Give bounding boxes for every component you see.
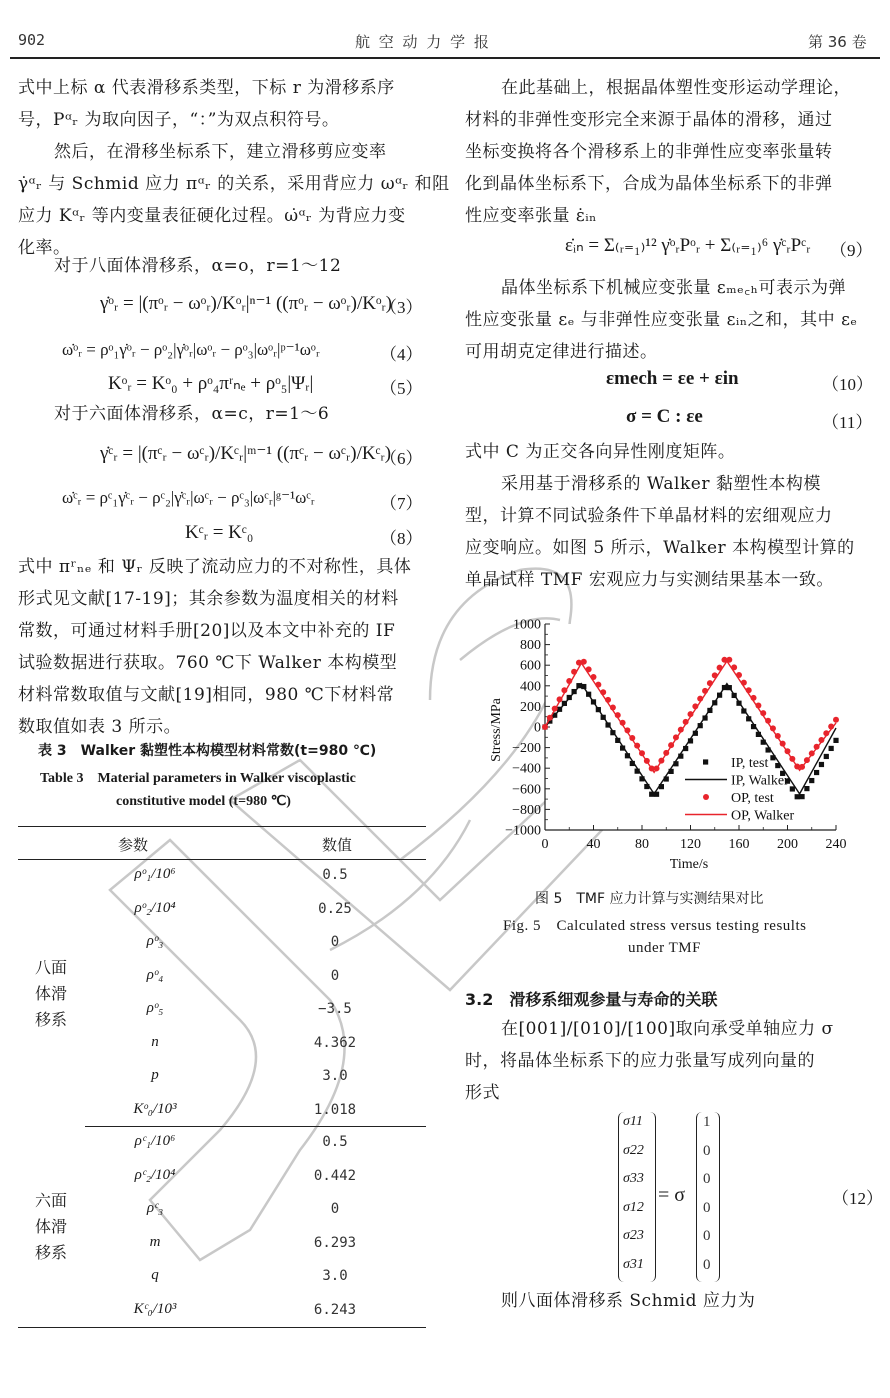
- y-tick-label: −600: [512, 782, 541, 798]
- text-line: 性应变率张量 ε̇ᵢₙ: [465, 206, 597, 226]
- data-point: [814, 770, 819, 775]
- y-tick-label: −400: [512, 761, 541, 777]
- vector-entry: 0: [703, 1199, 711, 1216]
- vector-entry: σ12: [623, 1199, 644, 1215]
- equation-12-middle: = σ: [658, 1184, 686, 1206]
- header-rule: [10, 57, 880, 59]
- equation-6: γ̇ᶜᵣ = |(πᶜᵣ − ωᶜᵣ)/Kᶜᵣ|ᵐ⁻¹ ((πᶜᵣ − ωᶜᵣ)/Kᶜᵣ): [100, 443, 392, 464]
- equation-7-number: （7）: [380, 494, 423, 513]
- text-line: 化到晶体坐标系下，合成为晶体坐标系下的非弹: [465, 174, 833, 194]
- text-line: 式中上标 α 代表滑移系类型，下标 r 为滑移系序: [18, 78, 395, 98]
- text-line: γ̇ᵅᵣ 与 Schmid 应力 πᵅᵣ 的关系，采用背应力 ωᵅᵣ 和阻: [18, 174, 450, 194]
- table-value-cell: 0: [330, 934, 340, 950]
- legend-label: IP, Walker: [731, 773, 789, 789]
- equation-9: ε̇ᵢₙ = Σ₍ᵣ₌₁₎¹² γ̇ᵒᵣPᵒᵣ + Σ₍ᵣ₌₁₎⁶ γ̇ᶜᵣPᶜᵣ: [565, 235, 811, 256]
- table-param-cell: m: [149, 1233, 161, 1250]
- equation-5-number: （5）: [380, 379, 423, 398]
- equation-10-number: （10）: [822, 375, 873, 394]
- group-label-line: 六面: [35, 1191, 68, 1210]
- table-caption-en-line1: Table 3 Material parameters in Walker viscoplastic: [40, 771, 356, 786]
- equation-7: ω̇ᶜᵣ = ρᶜ₁γ̇ᶜᵣ − ρᶜ₂|γ̇ᶜᵣ|ωᶜᵣ − ρᶜ₃|ωᶜᵣ|ᵍ⁻¹ωᶜᵣ: [62, 488, 315, 507]
- journal-title: 航 空 动 力 学 报: [355, 33, 491, 51]
- y-tick-label: 800: [520, 638, 541, 654]
- left-paragraph-3: [18, 551, 428, 743]
- table-header-rule: [18, 859, 426, 860]
- text-line: 在此基础上，根据晶体塑性变形运动学理论，: [501, 78, 851, 98]
- right-paragraph-6: [465, 1285, 875, 1317]
- equation-6-number: （6）: [380, 449, 423, 468]
- text-line: 型，计算不同试验条件下单晶材料的宏细观应力: [465, 506, 833, 526]
- data-point: [799, 794, 804, 799]
- table-param-cell: ρᶜ₁/10⁶: [134, 1133, 176, 1149]
- left-paragraph-2: [18, 136, 450, 264]
- equation-3-number: （3）: [380, 298, 423, 317]
- x-tick-label: 200: [777, 837, 798, 852]
- table-group-cubic-label: [35, 1188, 67, 1266]
- octahedral-intro: [18, 250, 428, 282]
- equation-8: Kᶜᵣ = Kᶜ₀: [185, 522, 254, 543]
- equation-10: εmech = εe + εin: [606, 368, 739, 389]
- text-line: 采用基于滑移系的 Walker 黏塑性本构模: [501, 474, 821, 494]
- data-point: [804, 786, 809, 791]
- table-value-cell: 0.5: [322, 1134, 348, 1150]
- x-tick-label: 160: [728, 837, 750, 852]
- group-label-line: 体滑: [35, 984, 68, 1003]
- table-value-cell: 1.018: [313, 1101, 357, 1118]
- vector-entry: 0: [703, 1256, 711, 1273]
- text-line: 试验数据进行获取。760 ℃下 Walker 本构模型: [18, 653, 398, 673]
- x-tick-label: 0: [541, 837, 549, 852]
- table-caption-en-line2: constitutive model (t=980 ℃): [116, 794, 291, 809]
- data-point: [790, 786, 795, 791]
- vector-entry: σ11: [623, 1114, 643, 1129]
- text-line: 材料常数取值与文献[19]相同，980 ℃下材料常: [18, 685, 395, 705]
- table-param-cell: ρᵒ₁/10⁶: [134, 866, 176, 882]
- page-number: 902: [18, 31, 46, 49]
- left-paragraph-1: [18, 72, 428, 136]
- group-label-line: 八面: [35, 958, 68, 977]
- text-line: 化率。: [18, 238, 71, 258]
- x-tick-label: 40: [586, 837, 601, 852]
- y-tick-label: 600: [520, 658, 541, 674]
- table-param-cell: Kᵒ₀/10³: [133, 1100, 177, 1117]
- x-axis-label: Time/s: [669, 857, 709, 872]
- right-paragraph-3: [465, 436, 875, 468]
- table-header-param: 参数: [118, 836, 149, 854]
- equation-3: γ̇ᵒᵣ = |(πᵒᵣ − ωᵒᵣ)/Kᵒᵣ|ⁿ⁻¹ ((πᵒᵣ − ωᵒᵣ)/Kᵒᵣ): [100, 293, 393, 314]
- y-tick-label: 1000: [513, 617, 541, 633]
- y-axis-label: Stress/MPa: [489, 698, 504, 762]
- table-group-rule: [85, 1126, 426, 1127]
- text-line: 形式见文献[17-19]；其余参数为温度相关的材料: [18, 589, 399, 609]
- text-line: 应变响应。如图 5 所示，Walker 本构模型计算的: [465, 538, 855, 558]
- table-param-cell: q: [151, 1267, 159, 1283]
- x-tick-label: 80: [635, 837, 649, 852]
- text-line: 则八面体滑移系 Schmid 应力为: [501, 1291, 756, 1311]
- table-value-cell: 0.442: [313, 1167, 357, 1184]
- stress-time-chart: [480, 612, 850, 877]
- table-caption-cn: 表 3 Walker 黏塑性本构模型材料常数(t=980 ℃): [38, 743, 377, 759]
- data-point: [819, 762, 824, 767]
- table-value-cell: 4.362: [313, 1034, 357, 1051]
- y-tick-label: −1000: [505, 823, 541, 839]
- data-point: [833, 738, 838, 743]
- vector-entry: 0: [703, 1228, 711, 1244]
- text-line: 性应变张量 εₑ 与非弹性应变张量 εᵢₙ之和，其中 εₑ: [465, 310, 858, 330]
- equation-12: [618, 1112, 728, 1282]
- table-param-cell: ρᵒ₂/10⁴: [134, 899, 176, 916]
- y-tick-label: −200: [512, 741, 541, 757]
- legend-swatch-square: [703, 759, 708, 764]
- table-top-rule: [18, 826, 426, 827]
- data-point: [795, 794, 800, 799]
- text-line: 式中 πʳₙₑ 和 Ψᵣ 反映了流动应力的不对称性，具体: [18, 557, 412, 577]
- vector-entry: 0: [703, 1142, 711, 1159]
- table-bottom-rule: [18, 1327, 426, 1328]
- equation-11: σ = C : εe: [626, 406, 703, 427]
- y-tick-label: −800: [512, 802, 541, 818]
- right-paragraph-1: [465, 72, 875, 232]
- legend-label: OP, test: [731, 791, 774, 806]
- table-param-cell: n: [151, 1033, 159, 1050]
- text-line: 应力 Kᵅᵣ 等内变量表征硬化过程。ω̇ᵅᵣ 为背应力变: [18, 206, 406, 226]
- text-line: 然后，在滑移坐标系下，建立滑移剪应变率: [54, 142, 387, 162]
- equation-12-number: （12）: [832, 1189, 883, 1208]
- vector-entry: σ33: [623, 1171, 644, 1186]
- vector-entry: σ31: [623, 1256, 644, 1272]
- equation-4: ω̇ᵒᵣ = ρᵒ₁γ̇ᵒᵣ − ρᵒ₂|γ̇ᵒᵣ|ωᵒᵣ − ρᵒ₃|ωᵒᵣ|ᵖ⁻¹ωᵒᵣ: [62, 340, 320, 359]
- text-line: 晶体坐标系下机械应变张量 εₘₑ꜀ₕ可表示为弹: [501, 278, 846, 298]
- text-line: 数取值如表 3 所示。: [18, 717, 182, 737]
- text-line: 常数，可通过材料手册[20]以及本文中补充的 IF: [18, 621, 396, 641]
- table-param-cell: ρᶜ₂/10⁴: [134, 1166, 176, 1183]
- table-value-cell: 0: [330, 967, 340, 984]
- vector-entry: 1: [703, 1114, 711, 1130]
- text-line: 号，Pᵅᵣ 为取向因子，“：”为双点积符号。: [18, 110, 340, 130]
- volume-label: 第 36 卷: [808, 33, 867, 51]
- table-param-cell: ρᵒ₃: [146, 933, 164, 949]
- data-point: [833, 717, 839, 723]
- equation-4-number: （4）: [380, 345, 423, 364]
- vector-entry: σ23: [623, 1228, 644, 1243]
- text-line: 材料的非弹性变形完全来源于晶体的滑移，通过: [465, 110, 833, 130]
- text-line: 时，将晶体坐标系下的应力张量写成列向量的: [465, 1051, 815, 1071]
- group-label-line: 移系: [35, 1010, 68, 1029]
- legend-swatch-circle: [703, 794, 709, 800]
- cubic-intro: [18, 398, 428, 430]
- right-paragraph-2: [465, 272, 875, 368]
- y-tick-label: 200: [520, 699, 541, 715]
- text-line: 对于八面体滑移系，α=o，r=1～12: [54, 256, 342, 276]
- right-paragraph-5: [465, 1013, 875, 1109]
- figure-caption-en-line2: under TMF: [628, 940, 701, 956]
- section-heading: 3.2 滑移系细观参量与寿命的关联: [465, 990, 718, 1009]
- figure-caption-en-line1: Fig. 5 Calculated stress versus testing results: [503, 918, 807, 934]
- table-value-cell: 0: [330, 1201, 340, 1217]
- plot-area: [545, 624, 836, 830]
- y-tick-label: 0: [534, 720, 541, 736]
- legend-label: IP, test: [731, 756, 769, 771]
- table-value-cell: 3.0: [322, 1068, 348, 1084]
- x-tick-label: 240: [825, 837, 847, 852]
- data-point: [824, 754, 829, 759]
- table-value-cell: 0.5: [322, 867, 348, 883]
- table-param-cell: ρᵒ₄: [146, 966, 164, 983]
- equation-5: Kᵒᵣ = Kᵒ₀ + ρᵒ₄πʳₙₑ + ρᵒ₅|Ψᵣ|: [108, 373, 314, 394]
- text-line: 可用胡克定律进行描述。: [465, 342, 658, 362]
- data-point: [829, 746, 834, 751]
- data-point: [809, 778, 814, 783]
- table-value-cell: 6.243: [313, 1301, 357, 1318]
- table-group-octahedral-label: [35, 955, 67, 1033]
- figure-caption-cn: 图 5 TMF 应力计算与实测结果对比: [535, 891, 764, 907]
- table-value-cell: 6.293: [313, 1234, 357, 1251]
- text-line: 对于六面体滑移系，α=c，r=1～6: [54, 404, 330, 424]
- table-value-cell: 3.0: [322, 1268, 348, 1284]
- table-header-value: 数值: [322, 836, 353, 854]
- table-param-cell: ρᵒ₅: [146, 1000, 164, 1016]
- right-paragraph-4: [465, 468, 875, 596]
- legend-label: OP, Walker: [731, 808, 795, 824]
- table-param-cell: ρᶜ₃: [146, 1200, 164, 1216]
- table-value-cell: 0.25: [318, 900, 352, 917]
- text-line: 坐标变换将各个滑移系上的非弹性应变率张量转: [465, 142, 833, 162]
- text-line: 式中 C 为正交各向异性刚度矩阵。: [465, 442, 736, 462]
- vector-entry: 0: [703, 1171, 711, 1187]
- table-value-cell: −3.5: [318, 1001, 352, 1017]
- table-param-cell: Kᶜ₀/10³: [133, 1300, 177, 1317]
- text-line: 在[001]/[010]/[100]取向承受单轴应力 σ: [501, 1019, 834, 1039]
- x-tick-label: 120: [680, 837, 701, 852]
- vector-entry: σ22: [623, 1142, 644, 1158]
- equation-9-number: （9）: [830, 241, 873, 260]
- equation-8-number: （8）: [380, 529, 423, 548]
- equation-11-number: （11）: [822, 413, 873, 432]
- text-line: 单晶试样 TMF 宏观应力与实测结果基本一致。: [465, 570, 834, 590]
- text-line: 形式: [465, 1083, 500, 1103]
- group-label-line: 体滑: [35, 1217, 68, 1236]
- group-label-line: 移系: [35, 1243, 68, 1262]
- table-param-cell: p: [151, 1067, 159, 1083]
- y-tick-label: 400: [520, 679, 541, 695]
